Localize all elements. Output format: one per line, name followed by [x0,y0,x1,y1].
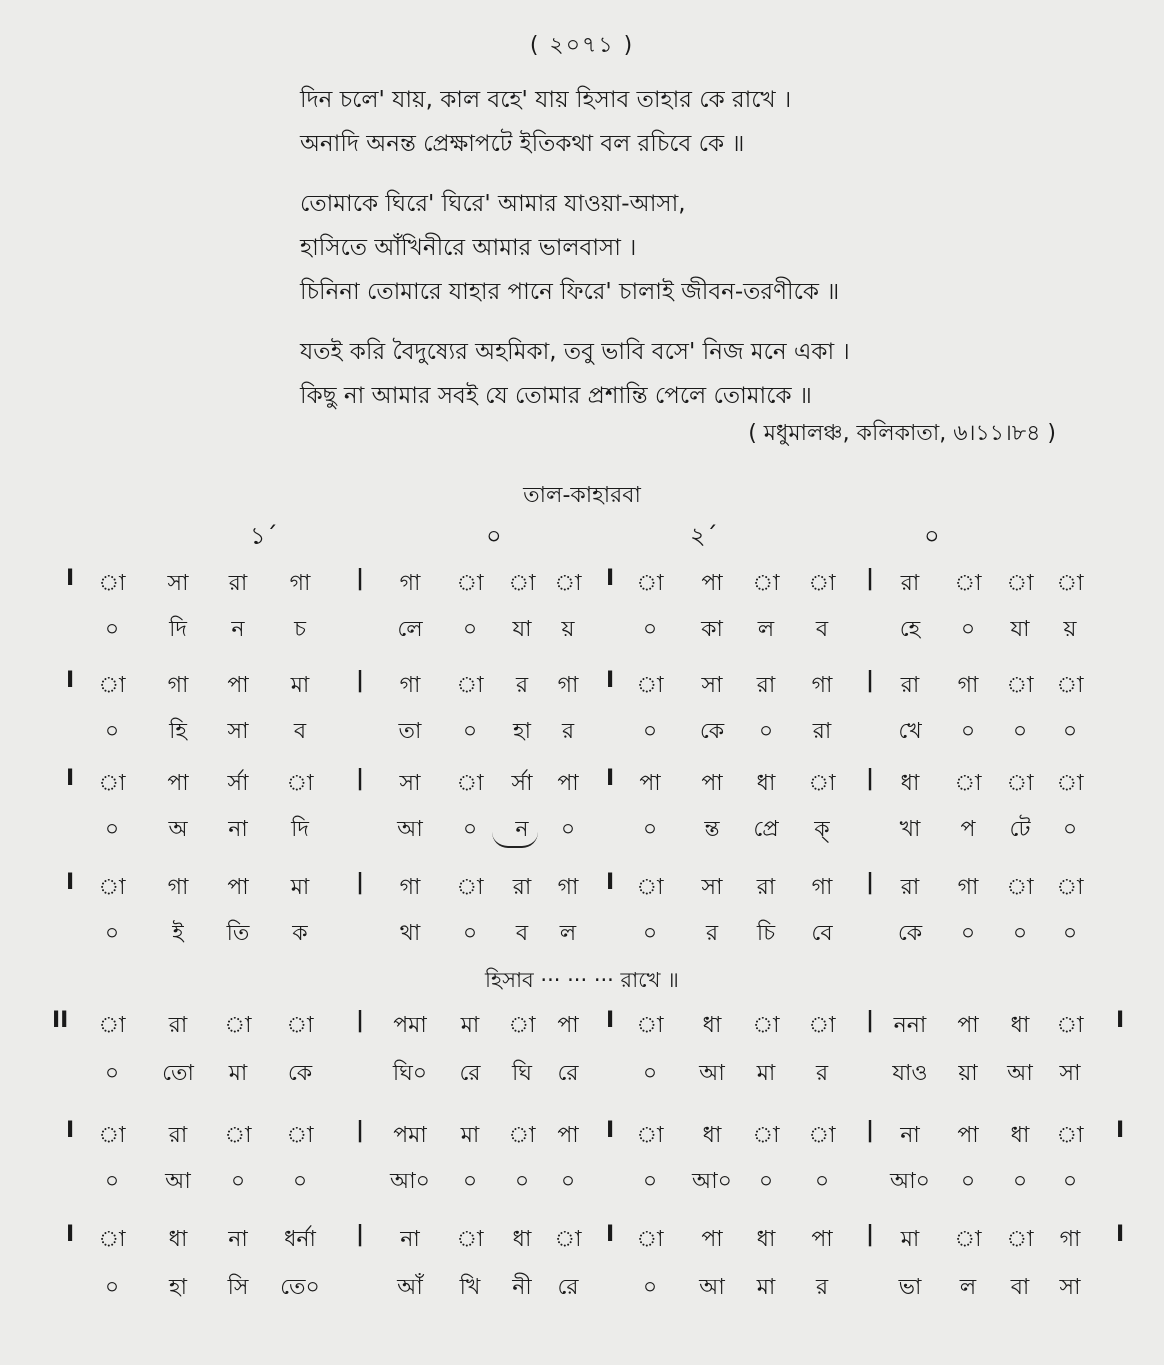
bar-line: I [606,1118,615,1143]
syllable-cell: ০ [642,617,658,642]
swara-cell: মা [290,875,310,900]
swara-cell: া [636,875,664,900]
syllable-cell: বা [1010,1275,1030,1300]
syllable-cell: ল [559,921,577,946]
bar-line: | [866,1008,875,1033]
bar-line: | [356,870,365,895]
swara-cell: গা [289,571,311,596]
syllable-cell: কা [701,617,723,642]
syllable-cell: সা [227,719,249,744]
swara-cell: া [508,1123,536,1148]
lyric-line: দিন চলে' যায়, কাল বহে' যায় হিসাব তাহার কে রাখে । [300,87,792,113]
swara-cell: া [286,1123,314,1148]
swara-cell: র্সা [511,771,533,796]
syllable-cell: তি [226,921,250,946]
swara-cell: গা [811,673,833,698]
bar-line: I [606,870,615,895]
bar-line: I [66,870,75,895]
swara-cell: গা [399,673,421,698]
swara-cell: না [228,1227,248,1252]
swara-cell: না [400,1227,420,1252]
syllable-cell: রা [812,719,832,744]
swara-cell: রা [228,571,248,596]
syllable-cell: আ [699,1275,725,1300]
syllable-cell: য় [1063,617,1077,642]
syllable-cell: ০ [960,1169,976,1194]
syllable-cell: ০ [960,921,976,946]
syllable-cell: ০ [1062,921,1078,946]
syllable-cell: ০ [292,1169,308,1194]
swara-cell: পা [701,1227,723,1252]
swara-cell: া [1056,571,1084,596]
syllable-cell: যা [512,617,532,642]
syllable-cell: ০ [642,921,658,946]
swara-cell: রা [512,875,532,900]
swara-cell: া [1006,1227,1034,1252]
syllable-cell: ল [959,1275,977,1300]
syllable-cell: ০ [104,1275,120,1300]
syllable-cell: বে [811,921,833,946]
bar-line: | [866,1222,875,1247]
syllable-cell: চি [756,921,776,946]
syllable-cell: ০ [642,1169,658,1194]
syllable-cell: ০ [642,817,658,842]
swara-cell: ধা [702,1013,722,1038]
syllable-cell: ০ [104,921,120,946]
swara-cell: া [752,1013,780,1038]
syllable-cell: মা [228,1061,248,1086]
swara-cell: ধা [1010,1123,1030,1148]
swara-cell: া [752,571,780,596]
syllable-cell: ০ [1012,719,1028,744]
lyrics-block [300,78,1120,434]
bar-line: | [356,1008,365,1033]
bar-line: | [356,566,365,591]
bar-line: | [866,1118,875,1143]
swara-cell: া [1006,571,1034,596]
swara-cell: ধা [512,1227,532,1252]
bar-line: I [606,1008,615,1033]
swara-cell: া [1056,673,1084,698]
swara-cell: পা [701,771,723,796]
syllable-cell: হি [169,719,187,744]
swara-cell: া [636,673,664,698]
swara-cell: া [636,1123,664,1148]
bar-line: I [606,766,615,791]
lyric-syllable-row [0,1056,1164,1092]
lyric-line: যতই করি বৈদুষ্যের অহমিকা, তবু ভাবি বসে' নিজ মনে একা । [300,339,850,365]
swara-cell: পা [957,1013,979,1038]
syllable-cell: র [815,1275,829,1300]
syllable-cell: ০ [1012,1169,1028,1194]
syllable-cell: আ [397,817,423,842]
swara-cell: া [286,1013,314,1038]
bar-line: | [866,870,875,895]
swara-cell: া [954,1227,982,1252]
dateline: ( মধুমালঞ্চ, কলিকাতা, ৬।১১।৮৪ ) [748,421,1056,446]
bar-line: | [866,766,875,791]
syllable-cell: সা [1059,1061,1081,1086]
swara-cell: া [752,1123,780,1148]
swara-cell: া [98,875,126,900]
swara-cell: ধা [756,771,776,796]
beat-marker: ০ [924,522,940,550]
swara-cell: া [98,1123,126,1148]
syllable-cell: ঘি [512,1061,532,1086]
swara-cell: পা [701,571,723,596]
syllable-cell: ০ [642,1061,658,1086]
bar-line: I [606,1222,615,1247]
syllable-cell: ০ [560,817,576,842]
syllable-cell: আ০ [390,1169,430,1194]
syllable-cell: যা [1010,617,1030,642]
swara-cell: া [456,875,484,900]
swara-cell: া [1056,1013,1084,1038]
swara-cell: ধা [702,1123,722,1148]
swara-cell: া [508,1013,536,1038]
syllable-cell: ক্ [814,817,830,842]
swara-cell: মা [460,1013,480,1038]
swara-cell: া [954,571,982,596]
swara-cell: া [98,673,126,698]
syllable-cell: য়া [958,1061,978,1086]
bar-line: I [66,1222,75,1247]
swara-cell: সা [399,771,421,796]
syllable-cell: নী [512,1275,532,1300]
swara-cell: রা [900,673,920,698]
syllable-cell: ব [815,617,829,642]
beat-marker: ২´ [690,522,718,550]
swara-cell: ধা [900,771,920,796]
swara-row [0,1118,1164,1154]
syllable-cell: ল [757,617,775,642]
syllable-cell: অ [168,817,188,842]
syllable-cell: ই [172,921,184,946]
swara-cell: া [508,571,536,596]
syllable-cell: রে [557,1275,579,1300]
swara-cell: র্সা [227,771,249,796]
syllable-cell: ০ [462,1169,478,1194]
swara-cell: া [808,1123,836,1148]
bar-line: | [356,668,365,693]
swara-row [0,1008,1164,1044]
lyric-syllable-row [0,612,1164,648]
syllable-cell: হা [169,1275,187,1300]
syllable-cell: তা [398,719,422,744]
swara-cell: া [456,571,484,596]
syllable-cell: যাও [892,1061,928,1086]
swara-cell: রা [756,673,776,698]
bar-line: I [66,566,75,591]
bar-line: I [66,766,75,791]
syllable-cell: থা [399,921,421,946]
swara-cell: া [554,571,582,596]
lyric-line: কিছু না আমার সবই যে তোমার প্রশান্তি পেলে তোমাকে ॥ [300,383,812,409]
swara-cell: া [954,771,982,796]
swara-cell: া [808,1013,836,1038]
swara-cell: গা [399,875,421,900]
syllable-cell: ০ [462,817,478,842]
syllable-cell: দি [291,817,309,842]
syllable-cell: ন [231,617,245,642]
swara-cell: া [1056,1123,1084,1148]
swara-cell: মা [290,673,310,698]
bar-line: I [1116,1222,1125,1247]
swara-cell: পা [167,771,189,796]
swara-cell: পা [227,673,249,698]
swara-cell: া [224,1123,252,1148]
swara-cell: া [456,1227,484,1252]
syllable-cell: সা [1059,1275,1081,1300]
syllable-cell: ০ [104,617,120,642]
lyric-stanza [300,78,1120,166]
swara-row [0,870,1164,906]
lyric-syllable-row [0,916,1164,952]
swara-cell: পা [227,875,249,900]
swara-cell: গা [957,673,979,698]
swara-cell: পা [557,1013,579,1038]
swara-cell: পা [957,1123,979,1148]
swara-cell: গা [399,571,421,596]
syllable-cell: য় [561,617,575,642]
syllable-cell: ০ [560,1169,576,1194]
bar-line: I [66,1118,75,1143]
swara-cell: া [554,1227,582,1252]
syllable-cell: ০ [642,719,658,744]
swara-cell: া [98,571,126,596]
syllable-cell: প [960,817,976,842]
swara-row [0,1222,1164,1258]
bar-line: II [52,1008,69,1033]
syllable-cell: কে [287,1061,313,1086]
swara-cell: না [900,1123,920,1148]
syllable-cell: মা [756,1061,776,1086]
swara-cell: মা [460,1123,480,1148]
syllable-cell: ০ [642,1275,658,1300]
swara-cell: পমা [393,1123,427,1148]
swara-cell: ধা [1010,1013,1030,1038]
lyric-stanza [300,182,1120,314]
syllable-cell: ০ [1012,921,1028,946]
lyric-syllable-row [0,1270,1164,1306]
syllable-cell: ০ [104,719,120,744]
page-number: ( ২০৭১ ) [529,33,635,58]
syllable-cell: চ [294,617,306,642]
bar-line: I [606,668,615,693]
bar-line: I [66,668,75,693]
syllable-cell: ০ [514,1169,530,1194]
swara-cell: া [98,1013,126,1038]
syllable-cell: আ [1007,1061,1033,1086]
swara-cell: া [456,771,484,796]
syllable-cell: ০ [1062,1169,1078,1194]
swara-cell: র [515,673,529,698]
lyric-stanza [300,330,1120,418]
swara-cell: া [1056,875,1084,900]
syllable-cell: রে [557,1061,579,1086]
bar-line: I [1116,1008,1125,1033]
swara-cell: গা [557,673,579,698]
syllable-cell: খে [898,719,922,744]
swara-cell: ধা [168,1227,188,1252]
syllable-cell: আ০ [692,1169,732,1194]
lyric-line: হাসিতে আঁখিনীরে আমার ভালবাসা । [300,235,637,261]
bar-line: | [866,668,875,693]
syllable-cell: আ [699,1061,725,1086]
syllable-cell: তো [162,1061,194,1086]
refrain-instruction: হিসাব ··· ··· ··· রাখে ॥ [485,968,679,992]
swara-cell: া [808,571,836,596]
swara-cell: রা [168,1013,188,1038]
syllable-cell: কে [699,719,725,744]
bar-line: I [606,566,615,591]
syllable-cell: ০ [758,1169,774,1194]
syllable-cell: সি [227,1275,249,1300]
syllable-cell: ঘি০ [392,1061,428,1086]
swara-cell: গা [167,673,189,698]
syllable-cell: ০ [758,719,774,744]
syllable-cell: ০ [1062,817,1078,842]
swara-cell: সা [701,875,723,900]
lyric-line: তোমাকে ঘিরে' ঘিরে' আমার যাওয়া-আসা, [300,191,686,217]
beat-marker: ০ [486,522,502,550]
swara-cell: া [636,1227,664,1252]
swara-cell: া [1006,771,1034,796]
lyric-syllable-row [0,1164,1164,1200]
swara-cell: া [1006,875,1034,900]
syllable-cell: ০ [462,617,478,642]
syllable-cell: দি [169,617,187,642]
syllable-cell: কে [897,921,923,946]
syllable-cell: না [228,817,248,842]
syllable-cell: ন [515,817,529,842]
swara-cell: া [98,771,126,796]
swara-cell: া [1006,673,1034,698]
syllable-cell: টে [1009,817,1031,842]
syllable-cell: ০ [104,1061,120,1086]
bar-line: | [356,1222,365,1247]
swara-cell: া [636,571,664,596]
swara-cell: রা [168,1123,188,1148]
syllable-cell: আ [165,1169,191,1194]
swara-cell: ধর্না [284,1227,316,1252]
swara-cell: া [224,1013,252,1038]
syllable-cell: ন্ত [704,817,720,842]
syllable-cell: ০ [230,1169,246,1194]
swara-cell: া [808,771,836,796]
swara-cell: রা [900,571,920,596]
swara-cell: া [636,1013,664,1038]
bar-line: | [356,766,365,791]
lyric-syllable-row [0,714,1164,750]
swara-cell: সা [701,673,723,698]
tala-heading: তাল-কাহারবা [523,483,641,508]
syllable-cell: তে০ [280,1275,320,1300]
swara-cell: পা [639,771,661,796]
syllable-cell: আ০ [890,1169,930,1194]
swara-cell: পা [557,771,579,796]
bar-line: | [866,566,875,591]
syllable-cell: ০ [814,1169,830,1194]
syllable-cell: ০ [1062,719,1078,744]
syllable-cell: ০ [462,921,478,946]
swara-cell: গা [1059,1227,1081,1252]
beat-marker: ১´ [250,522,278,550]
syllable-cell: ০ [104,817,120,842]
swara-row [0,668,1164,704]
swara-cell: গা [957,875,979,900]
swara-row [0,766,1164,802]
swara-cell: পমা [393,1013,427,1038]
syllable-cell: ভা [898,1275,922,1300]
syllable-cell: প্রে [753,817,779,842]
syllable-cell: মা [756,1275,776,1300]
syllable-cell: রে [459,1061,481,1086]
swara-cell: পা [811,1227,833,1252]
syllable-cell: খা [899,817,921,842]
syllable-cell: হা [513,719,531,744]
syllable-cell: র [815,1061,829,1086]
swara-cell: া [98,1227,126,1252]
syllable-cell: হে [899,617,921,642]
swara-cell: ননা [893,1013,927,1038]
bar-line: | [356,1118,365,1143]
swara-cell: ধা [756,1227,776,1252]
swara-cell: সা [167,571,189,596]
swara-cell: া [456,673,484,698]
swara-cell: া [286,771,314,796]
syllable-cell: ক [292,921,308,946]
lyric-syllable-row [0,812,1164,848]
swara-row [0,566,1164,602]
swara-cell: গা [811,875,833,900]
syllable-cell: ০ [960,617,976,642]
syllable-cell: ব [515,921,529,946]
bar-line: I [1116,1118,1125,1143]
syllable-cell: লে [397,617,423,642]
syllable-cell: খি [459,1275,481,1300]
syllable-cell: ০ [960,719,976,744]
syllable-cell: র [705,921,719,946]
syllable-cell: ০ [462,719,478,744]
swara-cell: রা [900,875,920,900]
lyric-line: অনাদি অনন্ত প্রেক্ষাপটে ইতিকথা বল রচিবে কে ॥ [300,131,745,157]
swara-cell: পা [557,1123,579,1148]
swara-cell: রা [756,875,776,900]
swara-cell: গা [167,875,189,900]
swara-cell: মা [900,1227,920,1252]
swara-cell: া [1056,771,1084,796]
syllable-cell: ০ [104,1169,120,1194]
swara-cell: গা [557,875,579,900]
syllable-cell: ব [293,719,307,744]
lyric-line: চিনিনা তোমারে যাহার পানে ফিরে' চালাই জীবন-তরণীকে ॥ [300,279,840,305]
syllable-cell: আঁ [397,1275,423,1300]
syllable-cell: র [561,719,575,744]
